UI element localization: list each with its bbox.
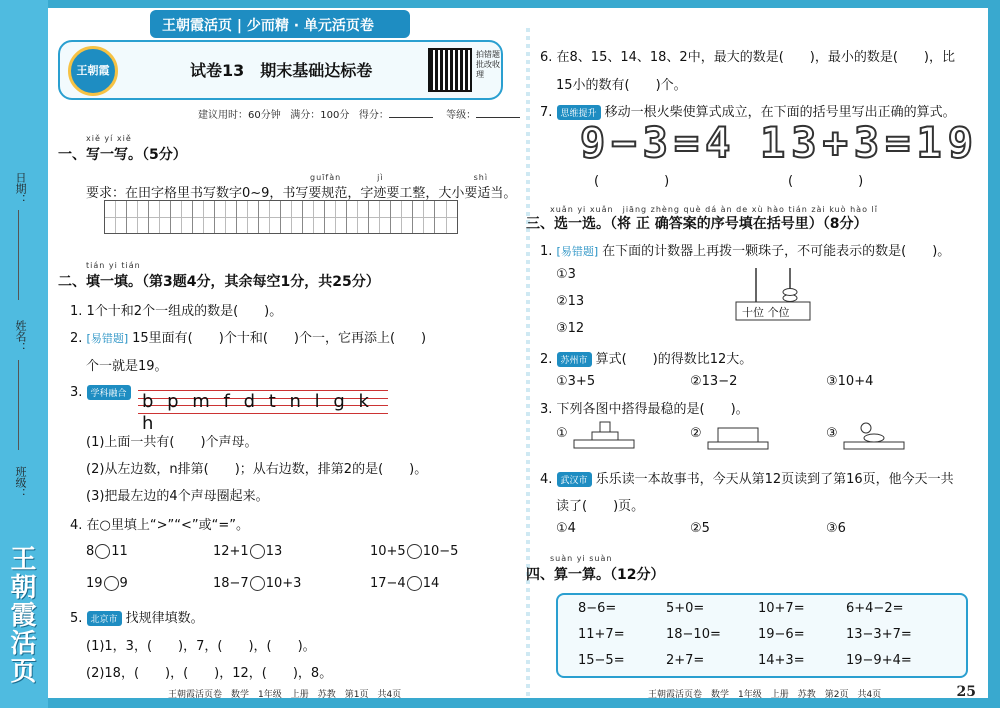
grid-cell[interactable] [281,201,303,233]
grid-cell[interactable] [369,201,391,233]
s2-q3 [70,385,135,400]
s3-q4-opt3: ③6 [826,521,846,536]
s3-q4-opt1: ①4 [556,521,576,536]
compare-circle[interactable] [104,576,119,591]
compare-right: 10−5 [422,544,459,559]
compare-left: 17−4 [370,576,406,591]
calc-item[interactable]: 8−6= [578,601,617,616]
compare-item [86,544,128,559]
s3-q3-opt1: ① [556,426,568,441]
compare-circle[interactable] [250,576,265,591]
meta-full: 满分：100分 [290,110,350,121]
s3-q2: 2. 苏州市 算式( )的得数比12大。 [540,352,753,367]
abacus-label: 十位 个位 [742,306,790,319]
s3-q4-cont: 读了( )页。 [556,499,645,514]
calc-item[interactable]: 13−3+7= [846,627,912,642]
grid-cell[interactable] [171,201,193,233]
compare-item [213,576,301,591]
calc-item[interactable]: 5+0= [666,601,705,616]
s3-q1-tag: [易错题] [556,245,599,258]
s1-heading: 一、写一写。（5分） [58,147,187,163]
q7-num: 7. [540,105,553,120]
s2-q5-text: 找规律填数。 [125,611,204,626]
s2-q2-text: 15里面有( )个十和( )个一，它再添上( ) [132,331,427,346]
grid-cell[interactable] [325,201,347,233]
s2-q3b: (2)从左边数，n排第( )；从右边数，排第2的是( )。 [86,462,428,477]
compare-circle[interactable] [95,544,110,559]
grid-cell[interactable] [237,201,259,233]
s3-q4: 4. 武汉市 乐乐读一本故事书，今天从第12页读到了第16页，他今天一共 [540,472,954,487]
s3-q1-text: 在下面的计数器上再拨一颗珠子，不可能表示的数是( )。 [602,244,951,259]
name-line [18,360,19,450]
s1-req-pinyin: guīfàn jì shì [310,173,489,182]
grid-cell[interactable] [215,201,237,233]
s2-q3-num: 3. [70,385,83,400]
answer-paren-1[interactable]: ( ) [594,174,670,189]
s2-q5b: (2)18，( )，( )，12，( )，8。 [86,666,333,681]
compare-circle[interactable] [407,544,422,559]
compare-left: 10+5 [370,544,406,559]
worksheet-page [48,8,988,698]
page-divider [526,28,530,698]
qr-code[interactable] [428,48,472,92]
calc-item[interactable]: 18−10= [666,627,721,642]
s2-q3c: (3)把最左边的4个声母圈起来。 [86,489,269,504]
s1-requirement: 要求：在田字格里书写数字0~9，书写要规范，字迹要工整，大小要适当。 [86,186,517,201]
calc-item[interactable]: 19−6= [758,627,805,642]
s3-q2-text: 算式( )的得数比12大。 [595,352,753,367]
s3-pinyin: xuǎn yi xuǎn jiāng zhèng què dá àn de xù hào tián zài kuò hào lǐ [550,205,878,214]
grid-cell[interactable] [193,201,215,233]
compare-right: 9 [119,576,128,591]
matchstick-eq-1: 9−3=4 [580,118,737,167]
s2-q5-tag: 北京市 [87,611,122,626]
s2-q5-num: 5. [70,611,83,626]
s2-q2-num: 2. [70,331,87,346]
grid-cell[interactable] [127,201,149,233]
grid-cell[interactable] [105,201,127,233]
calc-item[interactable]: 2+7= [666,653,705,668]
s3-heading: 三、选一选。（将 正 确答案的序号填在括号里）（8分） [526,216,868,232]
s2-q2-cont: 个一就是19。 [86,359,168,374]
matchstick-eq-2: 13+3=19 [760,118,980,167]
compare-left: 8 [86,544,95,559]
grid-cell[interactable] [259,201,281,233]
compare-right: 14 [422,576,440,591]
compare-circle[interactable] [250,544,265,559]
s3-q4-opt2: ②5 [690,521,710,536]
grade-field[interactable] [476,117,520,118]
q6-line2: 15小的数有( )个。 [556,78,687,93]
s3-q4-text: 乐乐读一本故事书，今天从第12页读到了第16页，他今天一共 [595,472,954,487]
grid-cell[interactable] [391,201,413,233]
s2-q2-tag: [易错题] [86,332,129,345]
footer-right: 王朝霞活页卷 数学 1年级 上册 苏教 第2页 共4页 [648,690,882,700]
s2-q3a: (1)上面一共有( )个声母。 [86,435,258,450]
compare-right: 10+3 [265,576,302,591]
grid-cell[interactable] [303,201,325,233]
compare-left: 18−7 [213,576,249,591]
compare-left: 19 [86,576,103,591]
s3-q2-opt2: ②13−2 [690,374,738,389]
score-field[interactable] [389,117,433,118]
grid-cell[interactable] [413,201,435,233]
writing-grid[interactable] [104,200,458,234]
calc-item[interactable]: 14+3= [758,653,805,668]
calc-item[interactable]: 6+4−2= [846,601,904,616]
meta-score: 得分： [358,110,389,121]
stack-figure-1 [570,420,640,452]
title-box [58,40,503,100]
s2-heading: 二、填一填。（第3题4分，其余每空1分，共25分） [58,274,380,290]
compare-left: 12+1 [213,544,249,559]
answer-paren-2[interactable]: ( ) [788,174,864,189]
s2-q5 [70,607,204,626]
abacus-figure [734,266,814,324]
calc-item[interactable]: 10+7= [758,601,805,616]
q7-tag: 思维提升 [557,105,601,120]
s3-q1-opt1: ①3 [556,267,576,282]
meta-grade: 等级： [446,110,477,121]
compare-item [86,576,128,591]
s1-pinyin: xiě yí xiě [86,134,132,143]
stack-figure-3 [840,420,910,452]
s3-q1-opt2: ②13 [556,294,585,309]
date-line [18,210,19,300]
s3-q2-opt1: ①3+5 [556,374,596,389]
calc-item[interactable]: 11+7= [578,627,625,642]
s4-pinyin: suàn yi suàn [550,554,613,563]
s2-q3-tag: 学科融合 [87,385,131,400]
s2-pinyin: tián yi tián [86,261,141,270]
s3-q3: 3. 下列各图中搭得最稳的是( )。 [540,402,749,417]
s2-q5a: (1)1，3，( )，7，( )，( )。 [86,639,316,654]
footer-left: 王朝霞活页卷 数学 1年级 上册 苏教 第1页 共4页 [168,690,402,700]
compare-circle[interactable] [407,576,422,591]
s2-q2 [70,327,426,346]
date-label: 日期： [14,172,27,205]
s3-q4-tag: 武汉市 [557,472,592,487]
brand-logo: 王朝霞 [68,46,118,96]
grid-cell[interactable] [435,201,457,233]
class-label: 班级： [14,466,27,499]
stack-figure-2 [704,420,774,452]
exam-meta [198,106,530,121]
brand-vertical-logo: 王朝霞活页 [6,545,36,685]
page-number: 25 [956,684,976,700]
s2-q1: 1. 1个十和2个一组成的数是( )。 [70,304,283,319]
grid-cell[interactable] [347,201,369,233]
s2-q4: 4. 在○里填上“>”“<”或“=”。 [70,518,249,533]
grid-cell[interactable] [149,201,171,233]
initials-line: b p m f d t n l g k h [138,390,388,414]
s3-q2-opt3: ③10+4 [826,374,874,389]
calc-box [556,593,968,678]
s4-heading: 四、算一算。（12分） [526,567,665,583]
qr-label: 拍错题批改收理 [476,50,500,79]
s3-q3-opt3: ③ [826,426,838,441]
brand-banner: 王朝霞活页 | 少而精 · 单元活页卷 [150,10,410,38]
compare-item [370,576,439,591]
meta-time: 建议用时：60分钟 [198,110,281,121]
s3-q1: 1. [易错题] 在下面的计数器上再拨一颗珠子，不可能表示的数是( )。 [540,244,951,259]
calc-item[interactable]: 15−5= [578,653,625,668]
compare-item [213,544,282,559]
page-title: 试卷13 期末基础达标卷 [190,61,373,80]
compare-right: 11 [111,544,128,559]
q6-line1: 6. 在8、15、14、18、2中，最大的数是( )，最小的数是( )，比 [540,50,955,65]
calc-item[interactable]: 19−9+4= [846,653,912,668]
compare-item [370,544,458,559]
s3-q1-opt3: ③12 [556,321,585,336]
s3-q2-tag: 苏州市 [557,352,592,367]
compare-right: 13 [265,544,283,559]
q7-text: 移动一根火柴使算式成立，在下面的括号里写出正确的算式。 [604,105,956,120]
s3-q3-opt2: ② [690,426,702,441]
name-label: 姓名： [14,320,27,353]
